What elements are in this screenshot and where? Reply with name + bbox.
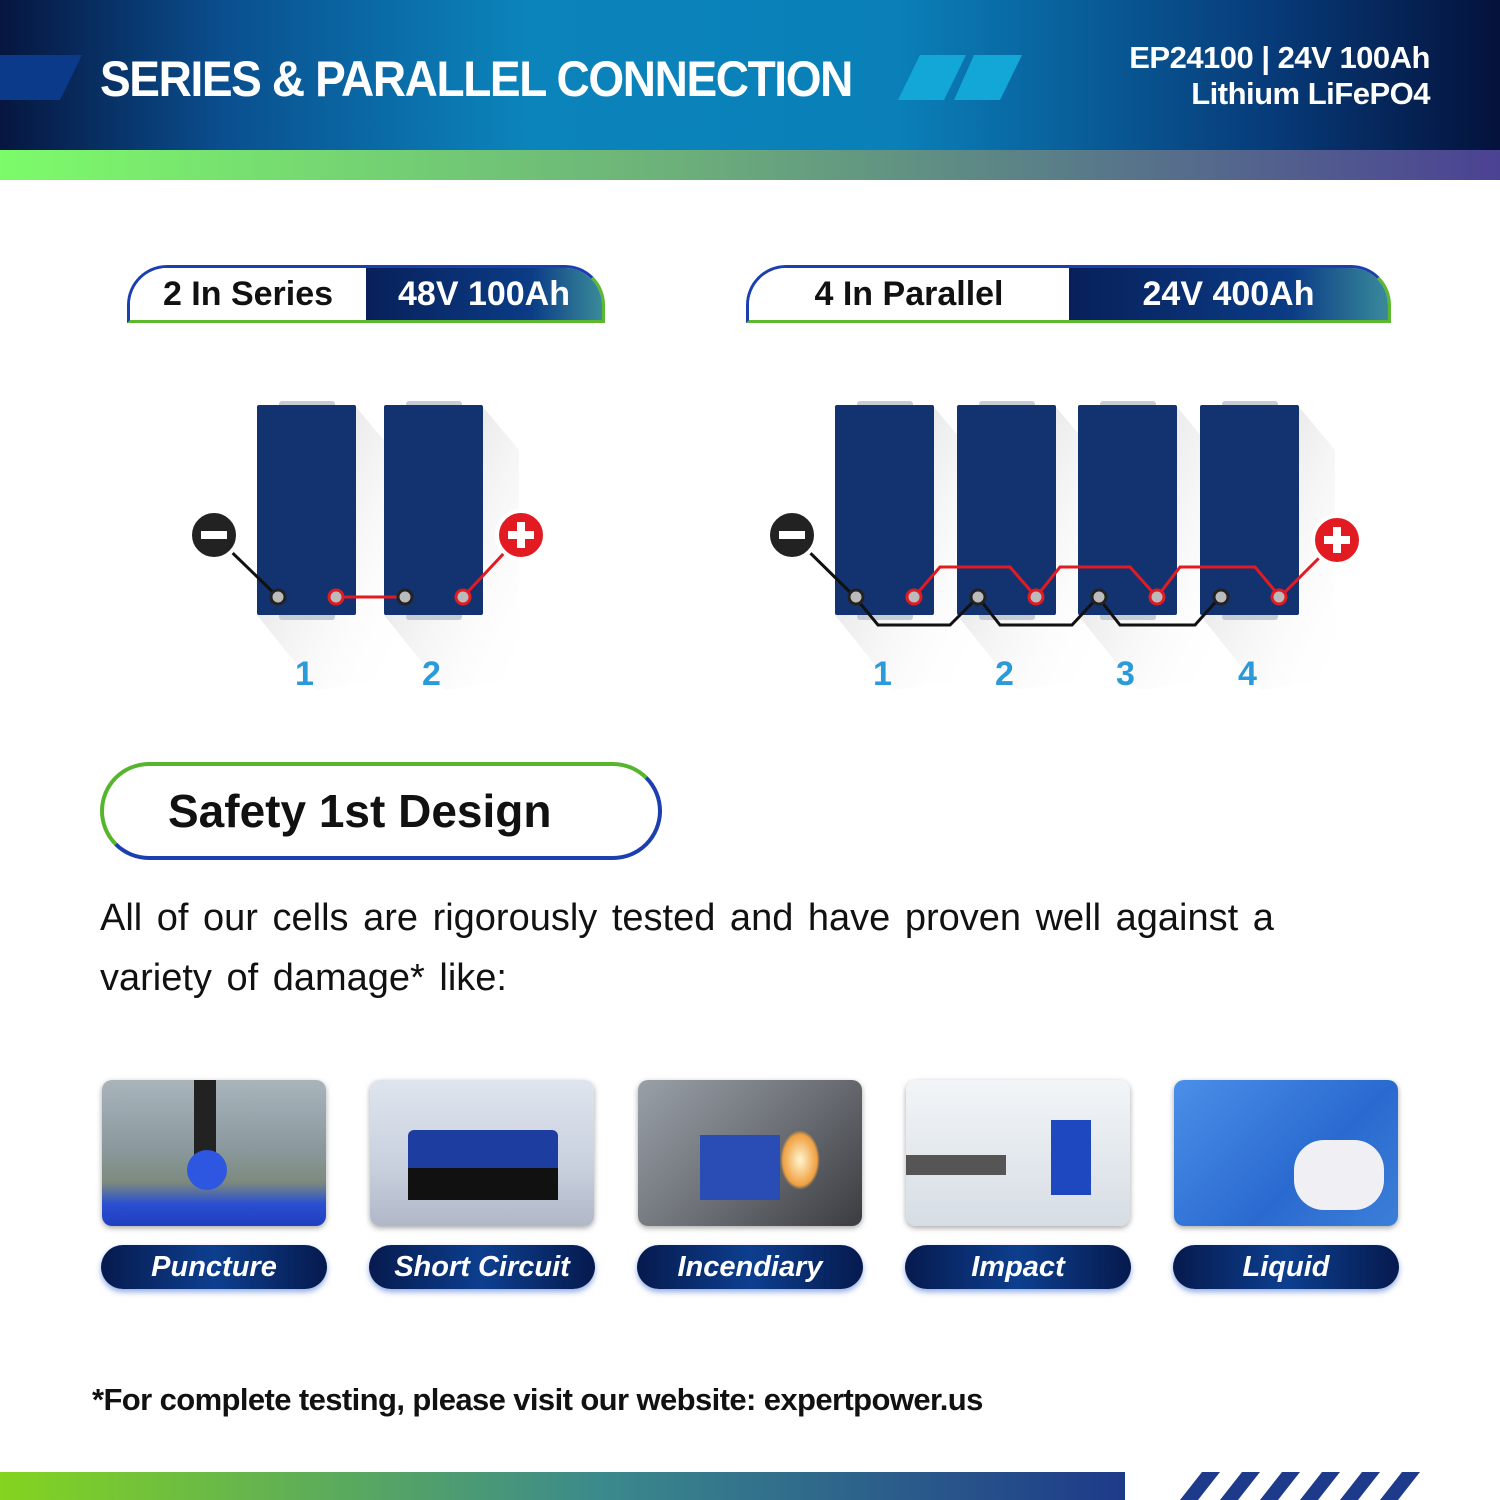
- parallel-cell-number: 3: [1116, 655, 1135, 693]
- parallel-badge: [746, 265, 1391, 323]
- battery-cell: [835, 401, 970, 690]
- series-spec: 48V 100Ah: [366, 268, 602, 320]
- puncture-photo: [102, 1080, 326, 1226]
- test-label-short-circuit: Short Circuit: [369, 1245, 595, 1289]
- plus-icon: [1313, 516, 1361, 564]
- safety-description: All of our cells are rigorously tested and have proven well against a variety of damage* like:: [100, 897, 1274, 999]
- negative-terminal: [1214, 590, 1228, 604]
- slash-decoration: [1180, 1472, 1440, 1500]
- short-circuit-photo: [370, 1080, 594, 1226]
- parallel-cell-number: 4: [1238, 655, 1257, 693]
- parallel-label: 4 In Parallel: [749, 268, 1069, 320]
- battery-cell: [957, 401, 1092, 690]
- positive-terminal: [329, 590, 343, 604]
- series-label: 2 In Series: [130, 268, 366, 320]
- positive-terminal: [1029, 590, 1043, 604]
- series-cell-number: 2: [422, 655, 441, 693]
- battery-cell: [257, 401, 392, 690]
- positive-terminal: [1150, 590, 1164, 604]
- incendiary-photo: [638, 1080, 862, 1226]
- chemistry: Lithium LiFePO4: [1191, 76, 1430, 111]
- test-label-puncture: Puncture: [101, 1245, 327, 1289]
- bottom-bar: [0, 1472, 1500, 1500]
- model-name: EP24100 | 24V 100Ah: [1129, 40, 1430, 75]
- battery-cell: [1078, 401, 1213, 690]
- safety-heading: Safety 1st Design: [100, 762, 662, 860]
- negative-terminal: [971, 590, 985, 604]
- parallel-spec: 24V 400Ah: [1069, 268, 1388, 320]
- page-title: SERIES & PARALLEL CONNECTION: [100, 51, 852, 107]
- series-badge: [127, 265, 605, 323]
- liquid-photo: [1174, 1080, 1398, 1226]
- minus-icon: [190, 511, 238, 559]
- impact-photo: [906, 1080, 1130, 1226]
- negative-terminal: [271, 590, 285, 604]
- negative-terminal: [849, 590, 863, 604]
- series-cell-number: 1: [295, 655, 314, 693]
- parallel-cell-number: 1: [873, 655, 892, 693]
- negative-terminal: [1092, 590, 1106, 604]
- test-label-impact: Impact: [905, 1245, 1131, 1289]
- double-slash-decoration: [898, 55, 1028, 100]
- plus-icon: [497, 511, 545, 559]
- minus-icon: [768, 511, 816, 559]
- parallel-cell-number: 2: [995, 655, 1014, 693]
- test-label-liquid: Liquid: [1173, 1245, 1399, 1289]
- negative-terminal: [398, 590, 412, 604]
- footnote: *For complete testing, please visit our website: expertpower.us: [92, 1382, 983, 1417]
- positive-terminal: [456, 590, 470, 604]
- gradient-strip: [0, 150, 1500, 180]
- connection-diagram: [0, 380, 1500, 720]
- stripe-decoration: [0, 55, 85, 100]
- test-label-incendiary: Incendiary: [637, 1245, 863, 1289]
- positive-terminal: [1272, 590, 1286, 604]
- model-info: [1129, 40, 1430, 112]
- positive-terminal: [907, 590, 921, 604]
